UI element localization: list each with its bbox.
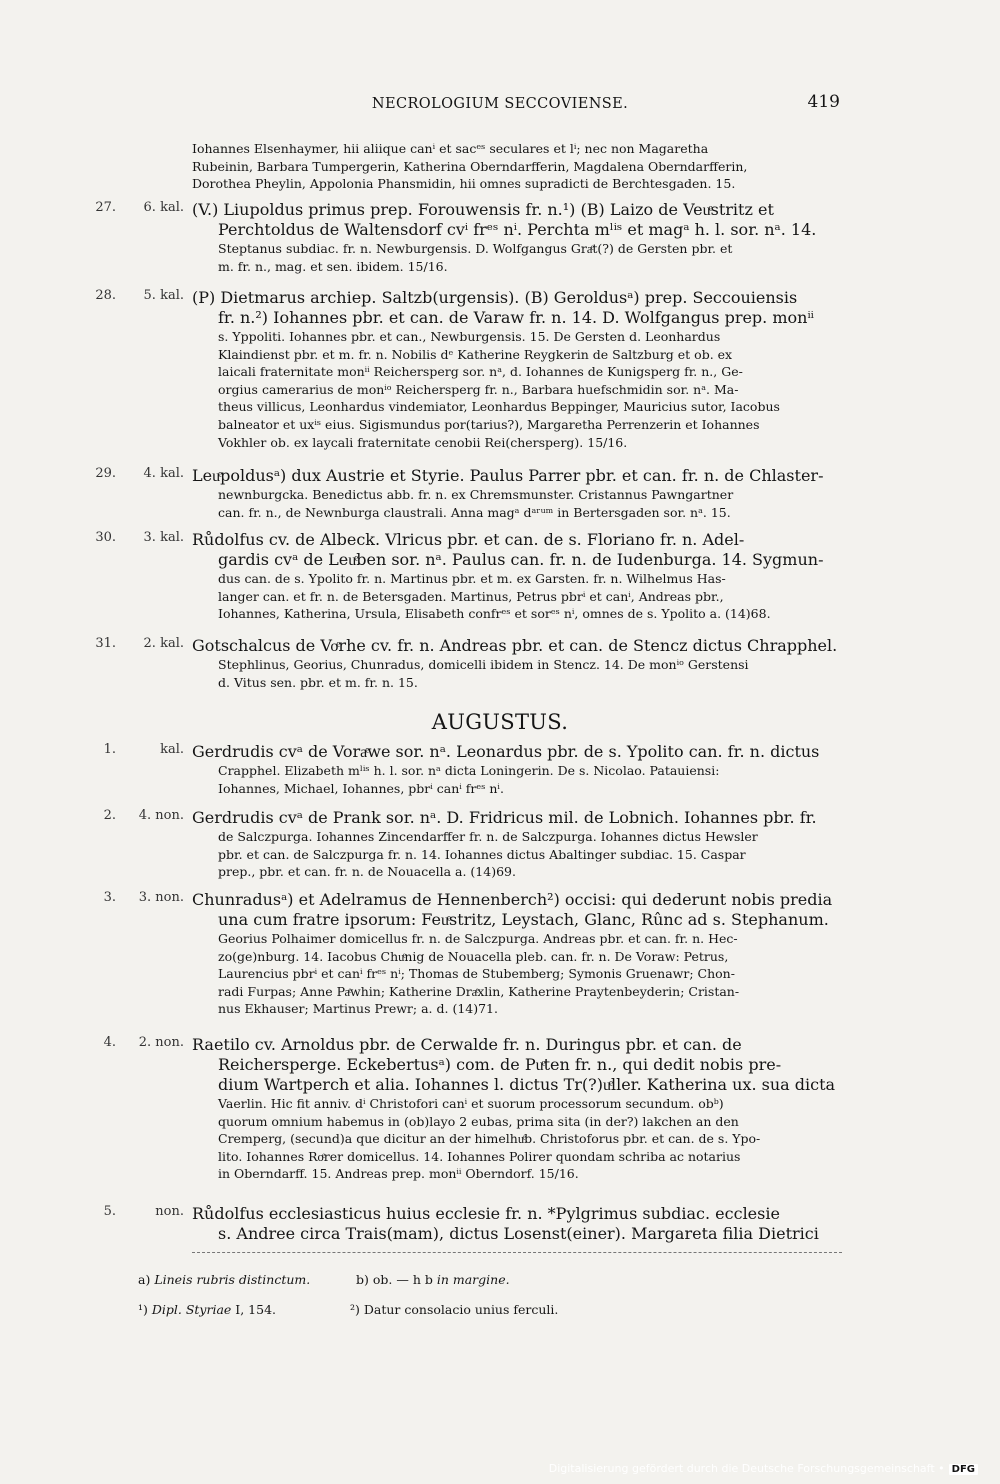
text-line: langer can. et fr. n. de Betersgaden. Martinus, Petrus pbrⁱ et canⁱ, Andreas pbr.,: [218, 588, 724, 604]
text-line: pbr. et can. de Salczpurga fr. n. 14. Iohannes dictus Abaltinger subdiac. 15. Caspar: [218, 846, 746, 862]
text-line: newnburgcka. Benedictus abb. fr. n. ex Chremsmunster. Cristannus Pawngartner: [218, 487, 734, 502]
text-line: Vaerlin. Hic fit anniv. dⁱ Christofori canⁱ et suorum processorum secundum. obᵇ): [218, 1096, 724, 1111]
text-line: Raetilo cv. Arnoldus pbr. de Cerwalde fr. n. Duringus pbr. et can. de: [192, 1035, 742, 1054]
section-heading-augustus: AUGUSTUS.: [431, 710, 569, 734]
text-line: balneator et uxⁱˢ eius. Sigismundus por(tarius?), Margaretha Perrenzerin et Iohannes: [218, 416, 760, 432]
text-line: theus villicus, Leonhardus vindemiator, Leonhardus Beppinger, Mauricius sutor, Iacobus: [218, 399, 780, 415]
text-line: Stephlinus, Georius, Chunradus, domicelli ibidem in Stencz. 14. De monⁱᵒ Gerstensi: [218, 657, 749, 672]
text-line: fr. n.²) Iohannes pbr. et can. de Varaw fr. n. 14. D. Wolfgangus prep. monⁱⁱ: [218, 308, 814, 327]
day-number: 4.: [103, 1035, 116, 1050]
page-header: [0, 90, 1000, 120]
text-line: Růdolfus ecclesiasticus huius ecclesie fr. n. *Pylgrimus subdiac. ecclesie: [192, 1204, 780, 1223]
calendar-date: 3. non.: [138, 890, 184, 905]
day-number: 3.: [103, 890, 116, 905]
text-line: orgius camerarius de monⁱᵒ Reichersperg fr. n., Barbara huefschmidin sor. nᵃ. Ma-: [218, 381, 739, 397]
footnote-a: [138, 1272, 310, 1287]
text-line: radi Furpas; Anne Paͤwhin; Katherine Draͤxlin, Katherine Praytenbeyderin; Cristan-: [218, 983, 740, 999]
text-line: in Oberndarff. 15. Andreas prep. monⁱⁱ Oberndorf. 15/16.: [218, 1166, 579, 1182]
footnote-1: [138, 1302, 276, 1317]
day-number: 30.: [95, 530, 116, 545]
footnote-divider: [192, 1252, 842, 1253]
text-line: Iohannes Elsenhaymer, hii aliique canⁱ et sacᵉˢ seculares et lⁱ; nec non Magaretha: [192, 141, 709, 156]
credit-text: Digitalisierung gefördert durch die Deutsche Forschungsgemeinschaft •: [548, 1462, 945, 1475]
day-number: 27.: [95, 200, 116, 215]
day-number: 31.: [95, 636, 116, 651]
calendar-date: 4. kal.: [143, 466, 184, 481]
text-line: de Salczpurga. Iohannes Zincendarffer fr. n. de Salczpurga. Iohannes dictus Hewsler: [218, 829, 758, 844]
footnote-marker: a): [138, 1272, 151, 1287]
text-line: nus Ekhauser; Martinus Prewr; a. d. (14)71.: [218, 1001, 498, 1017]
text-line: Vokhler ob. ex laycali fraternitate cenobii Rei(chersperg). 15/16.: [218, 434, 628, 450]
text-line: quorum omnium habemus in (ob)layo 2 eubas, prima sita (in der?) lakchen an den: [218, 1113, 739, 1129]
text-line: Georius Polhaimer domicellus fr. n. de Salczpurga. Andreas pbr. et can. fr. n. Hec-: [218, 931, 738, 946]
text-line: Iohannes, Katherina, Ursula, Elisabeth confrᵉˢ et sorᵉˢ nⁱ, omnes de s. Ypolito a. (14)68.: [218, 606, 771, 622]
text-line: laicali fraternitate monⁱⁱ Reichersperg sor. nᵃ, d. Iohannes de Kunigsperg fr. n., Ge-: [218, 364, 743, 380]
text-line: Perchtoldus de Waltensdorf cvⁱ frᵉˢ nⁱ. Perchta mˡⁱˢ et magᵃ h. l. sor. nᵃ. 14.: [218, 220, 817, 239]
text-line: lito. Iohannes Roͤrer domicellus. 14. Iohannes Polirer quondam schriba ac notarius: [218, 1148, 741, 1164]
text-line: Steptanus subdiac. fr. n. Newburgensis. D. Wolfgangus Graͤt(?) de Gersten pbr. et: [218, 241, 733, 256]
text-line: Crapphel. Elizabeth mˡⁱˢ h. l. sor. nᵃ dicta Loningerin. De s. Nicolao. Patauiensi:: [218, 763, 720, 778]
text-line: dium Wartperch et alia. Iohannes l. dictus Tr(?)uͤller. Katherina ux. sua dicta: [218, 1075, 836, 1094]
text-line: dus can. de s. Ypolito fr. n. Martinus pbr. et m. ex Garsten. fr. n. Wilhelmus Has-: [218, 571, 726, 586]
text-line: Laurencius pbrⁱ et canⁱ frᵉˢ nⁱ; Thomas de Stubemberg; Symonis Gruenawr; Chon-: [218, 966, 735, 982]
calendar-date: kal.: [160, 742, 184, 757]
text-line: una cum fratre ipsorum: Feuͤstritz, Leystach, Glanc, Rûnc ad s. Stephanum.: [218, 910, 829, 929]
digitization-credit: [549, 1462, 978, 1475]
text-line: Gerdrudis cvᵃ de Prank sor. nᵃ. D. Fridricus mil. de Lobnich. Iohannes pbr. fr.: [192, 808, 817, 827]
text-line: Leuͤpoldusᵃ) dux Austrie et Styrie. Paulus Parrer pbr. et can. fr. n. de Chlaster-: [192, 466, 824, 485]
text-line: gardis cvᵃ de Leuͤben sor. nᵃ. Paulus can. fr. n. de Iudenburga. 14. Sygmun-: [218, 550, 824, 569]
text-line: prep., pbr. et can. fr. n. de Nouacella a. (14)69.: [218, 864, 516, 880]
text-line: Cremperg, (secund)a que dicitur an der himelhuͤb. Christoforus pbr. et can. de s. Ypo-: [218, 1131, 761, 1147]
text-line: m. fr. n., mag. et sen. ibidem. 15/16.: [218, 258, 448, 274]
text-line: d. Vitus sen. pbr. et m. fr. n. 15.: [218, 674, 418, 690]
calendar-date: 2. kal.: [143, 636, 184, 651]
calendar-date: 3. kal.: [143, 530, 184, 545]
text-line: Rubeinin, Barbara Tumpergerin, Katherina Oberndarfferin, Magdalena Oberndarfferin,: [192, 158, 748, 174]
text-line: Klaindienst pbr. et m. fr. n. Nobilis dᵉ Katherine Reygkerin de Saltzburg et ob. ex: [218, 346, 733, 362]
footnote-marker: ¹): [138, 1302, 148, 1317]
text-line: Gerdrudis cvᵃ de Voraͤwe sor. nᵃ. Leonardus pbr. de s. Ypolito can. fr. n. dictus: [192, 742, 820, 761]
text-line: Dorothea Pheylin, Appolonia Phansmidin, hii omnes supradicti de Berchtesgaden. 15.: [192, 176, 736, 192]
footnote-b: [356, 1272, 510, 1287]
text-line: s. Yppoliti. Iohannes pbr. et can., Newburgensis. 15. De Gersten d. Leonhardus: [218, 329, 721, 344]
dfg-logo-icon: DFG: [949, 1464, 978, 1475]
footnote-marker: b): [356, 1272, 369, 1287]
calendar-date: 5. kal.: [143, 288, 184, 303]
text-line: Růdolfus cv. de Albeck. Vlricus pbr. et can. de s. Floriano fr. n. Adel-: [192, 530, 745, 549]
calendar-date: 4. non.: [138, 808, 184, 823]
footnote-text: Datur consolacio unius ferculi.: [363, 1302, 559, 1317]
calendar-date: non.: [155, 1204, 184, 1219]
text-line: Gotschalcus de Voͤrhe cv. fr. n. Andreas pbr. et can. de Stencz dictus Chrapphel.: [192, 636, 838, 655]
calendar-date: 6. kal.: [143, 200, 184, 215]
text-line: Chunradusᵃ) et Adelramus de Hennenberch²) occisi: qui dederunt nobis predia: [192, 890, 833, 909]
text-line: Reichersperge. Eckebertusᵃ) com. de Puͤten fr. n., qui dedit nobis pre-: [218, 1055, 782, 1074]
footnote-2: [350, 1302, 558, 1317]
text-line: Iohannes, Michael, Iohannes, pbrⁱ canⁱ frᵉˢ nⁱ.: [218, 780, 504, 796]
running-title: NECROLOGIUM SECCOVIENSE.: [371, 96, 629, 112]
calendar-date: 2. non.: [138, 1035, 184, 1050]
text-line: zo(ge)nburg. 14. Iacobus Chuͤnig de Nouacella pleb. can. fr. n. De Voraw: Petrus,: [218, 948, 729, 964]
text-line: can. fr. n., de Newnburga claustrali. Anna magᵃ dᵃʳᵘᵐ in Bertersgaden sor. nᵃ. 15.: [218, 504, 731, 520]
footnote-text: ob. — h b: [372, 1272, 433, 1287]
text-line: (P) Dietmarus archiep. Saltzb(urgensis). (B) Geroldusᵃ) prep. Seccouiensis: [192, 288, 798, 307]
day-number: 5.: [103, 1204, 116, 1219]
day-number: 1.: [103, 742, 116, 757]
footnote-text: Lineis rubris distinctum.: [154, 1272, 311, 1287]
footnote-marker: ²): [350, 1302, 360, 1317]
footnote-text: I, 154.: [235, 1302, 277, 1317]
day-number: 28.: [95, 288, 116, 303]
day-number: 2.: [103, 808, 116, 823]
text-line: s. Andree circa Trais(mam), dictus Losenst(einer). Margareta filia Dietrici: [218, 1224, 819, 1243]
text-line: (V.) Liupoldus primus prep. Forouwensis fr. n.¹) (B) Laizo de Veuͤstritz et: [192, 200, 774, 219]
footnote-text-italic: in margine.: [436, 1272, 510, 1287]
day-number: 29.: [95, 466, 116, 481]
footnote-text-italic: Dipl. Styriae: [151, 1302, 232, 1317]
page-number: 419: [807, 92, 840, 112]
